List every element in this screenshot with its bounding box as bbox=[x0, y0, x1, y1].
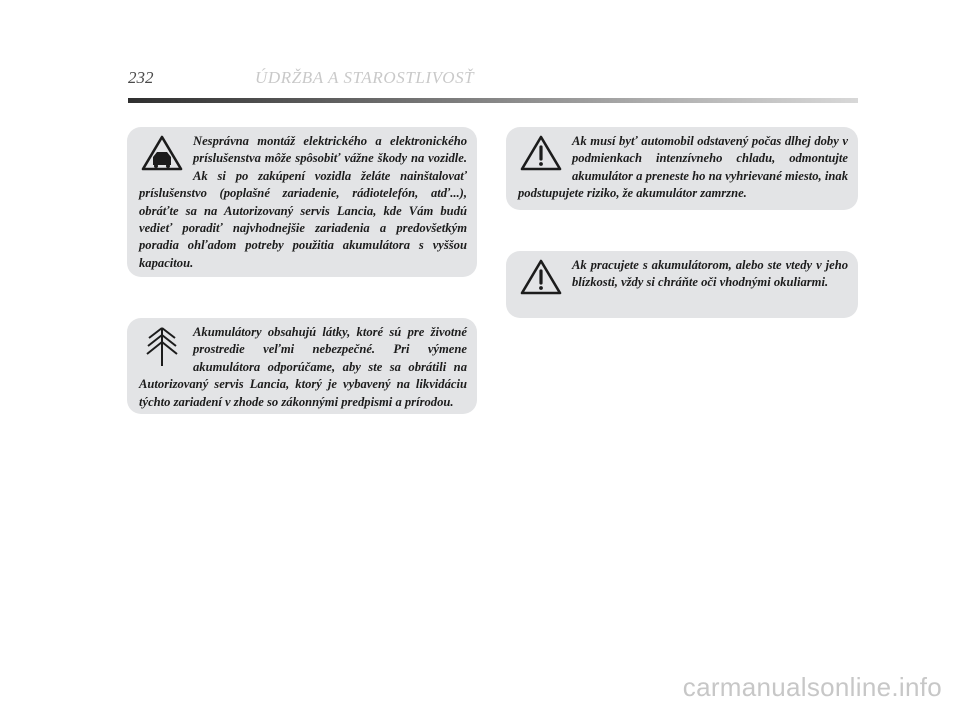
cold-warning-text: Ak musí byť automobil odstavený počas dlhej doby v podmienkach intenzívneho chladu, odmontujte akumulátor a preneste ho na vyhrievané miesto, inak podstupujete riziko, že akumulátor zamrzne. bbox=[518, 134, 848, 201]
environment-tree-icon bbox=[139, 324, 193, 374]
accessories-warning-text: Nesprávna montáž elektrického a elektronického príslušenstva môže spôsobiť vážne škody na vozidle. Ak si po zakúpení vozidla želáte nainštalovať príslušenstvo (poplašné zariadenie, rádiotelefón, atď...), obráťte sa na Autorizovaný servis Lancia, kde Vám budú vedieť poradiť najvhodnejšie zariadenia a predovšetkým poradia ohľadom potreby použitia akumulátora s vyššou kapacitou. bbox=[139, 134, 467, 270]
environment-note-text: Akumulátory obsahujú látky, ktoré sú pre životné prostredie veľmi nebezpečné. Pri výmene akumulátora odporúčame, aby ste sa obrátili na Autorizovaný servis Lancia, ktorý je vybavený na likvidáciu týchto zariadení v zhode so zákonnými predpismi a prírodou. bbox=[139, 325, 467, 409]
cold-warning-box bbox=[506, 127, 858, 210]
page-header bbox=[128, 68, 858, 108]
section-title: ÚDRŽBA A STAROSTLIVOSŤ bbox=[255, 68, 475, 87]
warning-triangle-icon bbox=[518, 133, 572, 183]
car-battery-warning-icon bbox=[139, 133, 193, 183]
goggles-warning-box bbox=[506, 251, 858, 318]
environment-note-box bbox=[127, 318, 477, 414]
accessories-warning-box bbox=[127, 127, 477, 277]
page-number: 232 bbox=[128, 68, 154, 87]
goggles-warning-text: Ak pracujete s akumulátorom, alebo ste vtedy v jeho blízkosti, vždy si chráňte oči vhodnými okuliarmi. bbox=[572, 258, 848, 290]
watermark: carmanualsonline.info bbox=[682, 672, 942, 702]
header-rule bbox=[128, 98, 858, 103]
warning-triangle-icon bbox=[518, 257, 572, 307]
